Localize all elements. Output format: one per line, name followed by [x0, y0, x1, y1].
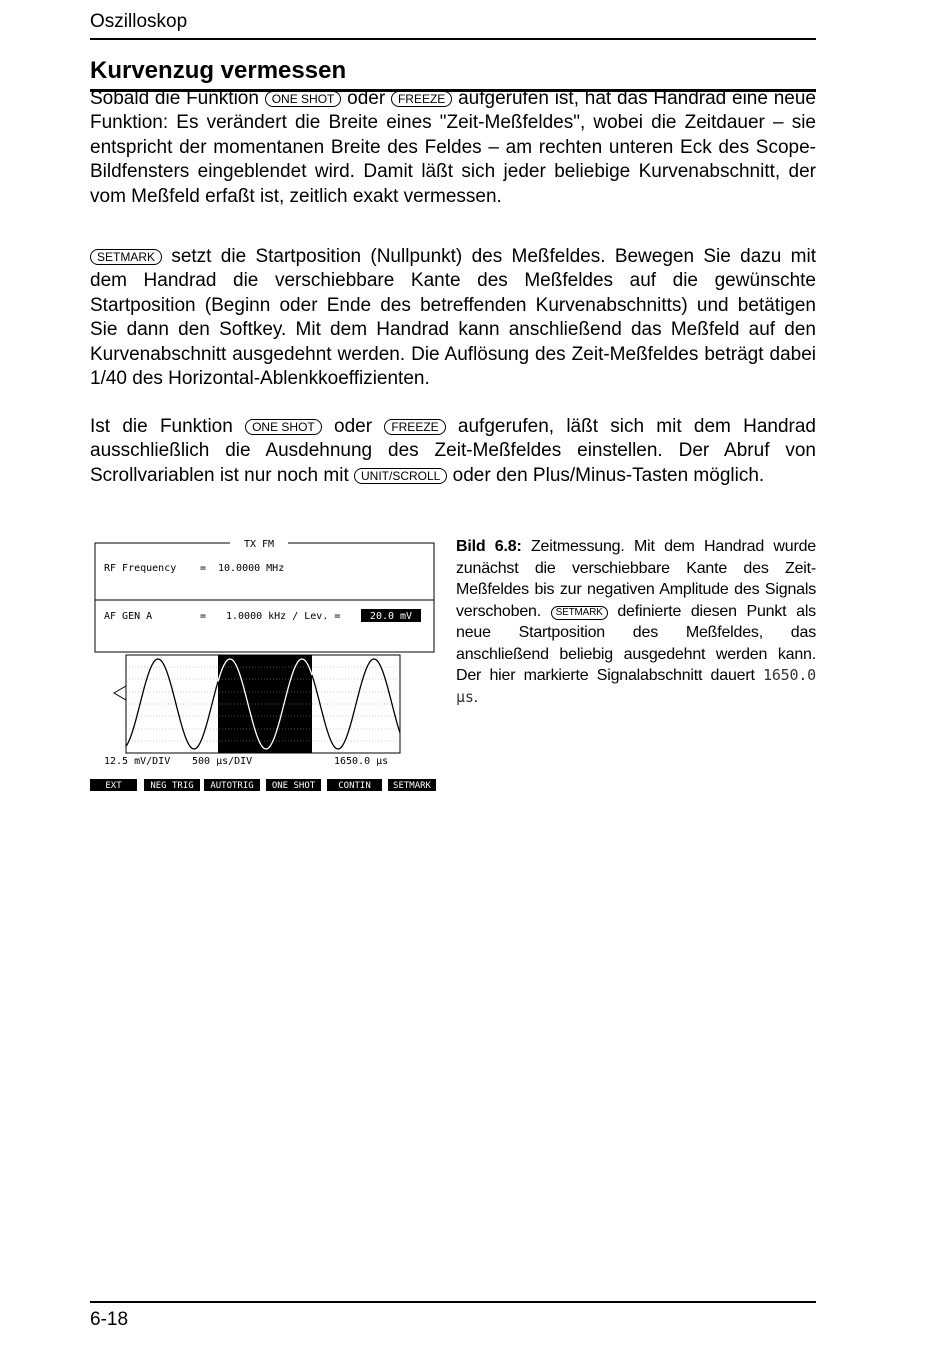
af-value: 1.0000 kHz / Lev. =: [226, 611, 341, 622]
scope-display: [114, 655, 400, 753]
text: Sobald die Funktion: [90, 88, 265, 109]
y-div-label: 12.5 mV/DIV: [104, 756, 171, 767]
softkey-label: NEG TRIG: [150, 781, 194, 791]
text: aufgerufen ist, hat das Handrad eine neue Funktion: Es verändert die Breite eines "Zeit-Meßfeldes", wobei die Zeitdauer – sie entspricht der momentanen Breite des Feldes – am rechten unteren Eck des Scope-Bildfensters eingeblendet wird. Damit läßt sich jeder beliebige Kurvenabschnitt, der vom Meßfeld erfaßt ist, zeitlich exakt vermessen.: [90, 88, 816, 207]
x-div-label: 500 µs/DIV: [192, 756, 253, 767]
text: oder: [341, 88, 391, 109]
key-one-shot: ONE SHOT: [245, 419, 322, 435]
softkey-label: SETMARK: [393, 781, 431, 791]
oscilloscope-screenshot: [90, 535, 440, 795]
settings-frame: [95, 543, 434, 652]
measured-time: 1650.0 µs: [334, 756, 389, 767]
softkey-label: EXT: [105, 781, 122, 791]
softkey-label: AUTOTRIG: [210, 781, 254, 791]
text: aufgerufen, läßt sich mit dem Handrad ausschließlich die Ausdehnung des Zeit-Meßfeldes einstellen. Der Abruf von Scrollvariablen ist nur noch mit: [90, 416, 816, 486]
text: Ist die Funktion: [90, 416, 246, 437]
page-title: Kurvenzug vermessen: [90, 55, 816, 92]
text: oder den Plus/Minus-Tasten möglich.: [447, 464, 765, 486]
figure-caption: [456, 536, 816, 708]
text: oder: [321, 416, 385, 437]
key-unit-scroll: UNIT/SCROLL: [354, 468, 447, 484]
figure-label: Bild 6.8:: [456, 538, 522, 555]
measured-duration: 1650.0 µs: [456, 666, 816, 706]
rf-frequency-value: 10.0000 MHz: [218, 563, 285, 574]
trigger-marker-icon: [114, 686, 126, 700]
text: setzt die Startposition (Nullpunkt) des Meßfeldes. Bewegen Sie dazu mit dem Handrad die verschiebbare Kante des Meßfeldes auf die gewünschte Startposition (Beginn oder Ende des betreffenden Kurvenabschnitts) und betätigen Sie dann den Softkey. Mit dem Handrad kann anschließend das Meßfeld auf den Kurvenabschnitt ausgedehnt werden. Die Auflösung des Zeit-Meßfeldes beträgt dabei 1/40 des Horizontal-Ablenkkoeffizienten.: [90, 246, 816, 390]
key-setmark: SETMARK: [551, 606, 608, 620]
softkey-bar: [90, 779, 436, 791]
softkey-label: ONE SHOT: [271, 781, 316, 791]
mode-label: TX FM: [243, 539, 275, 550]
af-gen-label: AF GEN A: [104, 611, 153, 622]
key-one-shot: ONE SHOT: [265, 91, 342, 107]
rf-frequency-label: RF Frequency: [104, 563, 177, 574]
rf-equals: =: [200, 563, 207, 574]
paragraph-1: [90, 87, 816, 209]
text: Zeitmessung. Mit dem Handrad wurde zunächst die verschiebbare Kante des Zeit-Meßfeldes bis zur negativen Amplitude des Signals verschoben.: [456, 538, 816, 620]
af-equals: =: [200, 611, 207, 622]
text: definierte diesen Punkt als neue Startposition des Meßfeldes, das anschließend beliebig ausgedehnt werden kann. Der hier markierte Signalabschnitt dauert: [456, 602, 816, 684]
softkey-label: CONTIN: [338, 781, 371, 791]
paragraph-2: [90, 245, 816, 391]
key-freeze: FREEZE: [391, 91, 452, 107]
text: .: [473, 688, 478, 706]
key-freeze: FREEZE: [384, 419, 445, 435]
paragraph-3: [90, 415, 816, 488]
section-name: Oszilloskop: [90, 11, 188, 32]
af-level-value: 20.0 mV: [369, 611, 413, 622]
key-setmark: SETMARK: [90, 249, 162, 265]
running-header: [90, 10, 816, 40]
footer-rule: [90, 1301, 816, 1303]
page-number: 6-18: [90, 1309, 129, 1330]
